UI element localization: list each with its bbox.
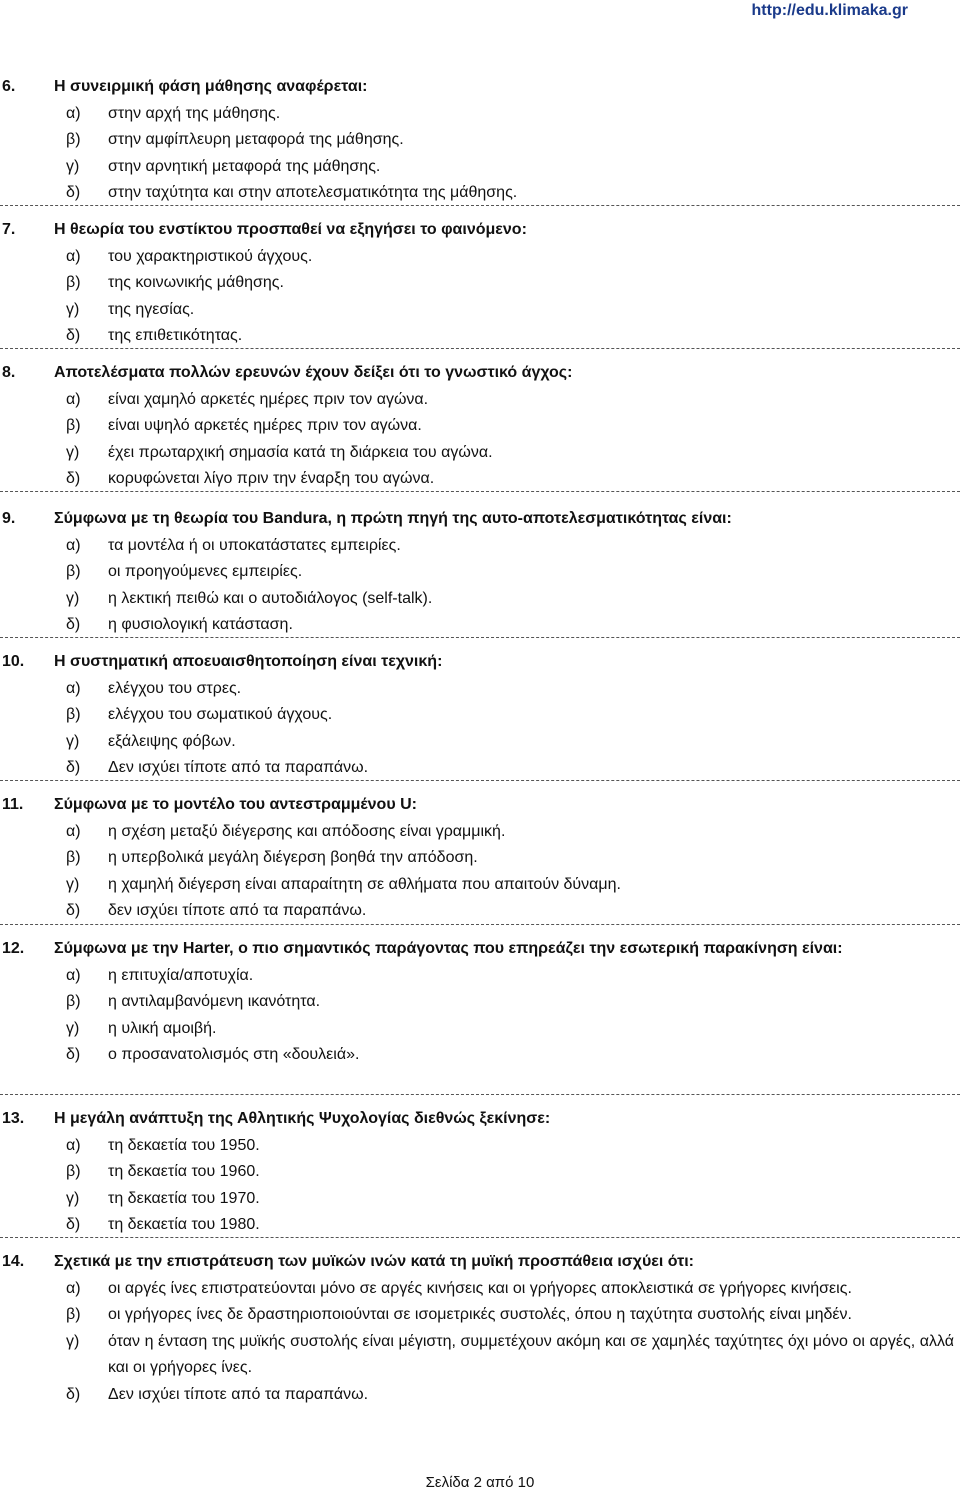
question-number: 8. bbox=[2, 364, 16, 381]
option-text: οι προηγούμενες εμπειρίες. bbox=[108, 563, 303, 581]
option-text: ελέγχου του σωματικού άγχους. bbox=[108, 706, 333, 724]
divider bbox=[0, 491, 960, 492]
question-text: Η συνειρμική φάση μάθησης αναφέρεται: bbox=[54, 78, 368, 95]
option-b bbox=[0, 270, 960, 297]
option-c bbox=[0, 154, 960, 181]
option-text: του χαρακτηριστικού άγχους. bbox=[108, 247, 313, 265]
option-letter: δ) bbox=[66, 1216, 81, 1234]
option-letter: δ) bbox=[66, 1385, 81, 1403]
option-letter: α) bbox=[66, 822, 81, 840]
question-11 bbox=[0, 792, 960, 925]
option-text: τη δεκαετία του 1960. bbox=[108, 1163, 260, 1181]
option-a bbox=[0, 533, 960, 560]
question-number: 12. bbox=[2, 940, 25, 957]
option-text: όταν η ένταση της μυϊκής συστολής είναι μέγιστη, συμμετέχουν ακόμη και σε χαμηλές ταχύτητες όχι μόνο οι αργές, αλλά και οι γρήγορες ίνες. bbox=[108, 1332, 954, 1377]
option-text: ελέγχου του στρες. bbox=[108, 679, 242, 697]
option-letter: γ) bbox=[66, 1189, 80, 1207]
question-number: 9. bbox=[2, 510, 16, 527]
question-text: Αποτελέσματα πολλών ερευνών έχουν δείξει ότι το γνωστικό άγχος: bbox=[54, 364, 573, 381]
option-text: τη δεκαετία του 1970. bbox=[108, 1189, 260, 1207]
option-c bbox=[0, 440, 960, 467]
option-a bbox=[0, 387, 960, 414]
option-letter: δ) bbox=[66, 1046, 81, 1064]
option-text: κορυφώνεται λίγο πριν την έναρξη του αγώνα. bbox=[108, 470, 435, 488]
question-7 bbox=[0, 217, 960, 350]
question-heading bbox=[0, 936, 960, 963]
question-heading bbox=[0, 217, 960, 244]
option-b bbox=[0, 559, 960, 586]
option-text: της επιθετικότητας. bbox=[108, 327, 243, 345]
option-text: έχει πρωταρχική σημασία κατά τη διάρκεια του αγώνα. bbox=[108, 443, 493, 461]
option-d bbox=[0, 1382, 960, 1409]
question-heading bbox=[0, 506, 960, 533]
question-heading bbox=[0, 1249, 960, 1276]
option-text: Δεν ισχύει τίποτε από τα παραπάνω. bbox=[108, 1385, 369, 1403]
question-text: Σχετικά με την επιστράτευση των μυϊκών ινών κατά τη μυϊκή προσπάθεια ισχύει ότι: bbox=[54, 1253, 694, 1270]
option-d bbox=[0, 612, 960, 639]
page-number: Σελίδα 2 από 10 bbox=[425, 1474, 535, 1491]
option-letter: β) bbox=[66, 563, 81, 581]
option-b bbox=[0, 702, 960, 729]
option-c bbox=[0, 1016, 960, 1043]
option-letter: γ) bbox=[66, 1019, 80, 1037]
option-b bbox=[0, 989, 960, 1016]
option-letter: β) bbox=[66, 1163, 81, 1181]
option-b bbox=[0, 1159, 960, 1186]
option-b bbox=[0, 1302, 960, 1329]
option-letter: β) bbox=[66, 1306, 81, 1324]
option-letter: α) bbox=[66, 1136, 81, 1154]
option-c bbox=[0, 1329, 960, 1382]
option-text: η χαμηλή διέγερση είναι απαραίτητη σε αθλήματα που απαιτούν δύναμη. bbox=[108, 875, 621, 893]
option-text: οι αργές ίνες επιστρατεύονται μόνο σε αργές κινήσεις και οι γρήγορες αποκλειστικά σε γρήγορες κινήσεις. bbox=[108, 1279, 852, 1297]
option-text: ο προσανατολισμός στη «δουλειά». bbox=[108, 1046, 360, 1064]
option-d bbox=[0, 466, 960, 493]
divider bbox=[0, 637, 960, 638]
option-text: Δεν ισχύει τίποτε από τα παραπάνω. bbox=[108, 759, 369, 777]
option-letter: β) bbox=[66, 993, 81, 1011]
question-text: Η συστηματική αποευαισθητοποίηση είναι τεχνική: bbox=[54, 653, 443, 670]
option-b bbox=[0, 845, 960, 872]
option-letter: γ) bbox=[66, 157, 80, 175]
option-text: στην αμφίπλευρη μεταφορά της μάθησης. bbox=[108, 131, 404, 149]
question-heading bbox=[0, 1106, 960, 1133]
option-letter: γ) bbox=[66, 1332, 80, 1350]
option-text: είναι χαμηλό αρκετές ημέρες πριν τον αγώνα. bbox=[108, 390, 429, 408]
option-letter: α) bbox=[66, 679, 81, 697]
option-a bbox=[0, 1133, 960, 1160]
option-c bbox=[0, 586, 960, 613]
option-text: τη δεκαετία του 1950. bbox=[108, 1136, 260, 1154]
option-letter: δ) bbox=[66, 470, 81, 488]
option-text: οι γρήγορες ίνες δε δραστηριοποιούνται σε ισομετρικές συστολές, όπου η ταχύτητα συστολής είναι μηδέν. bbox=[108, 1306, 852, 1324]
question-number: 10. bbox=[2, 653, 25, 670]
question-text: Σύμφωνα με τη θεωρία του Bandura, η πρώτη πηγή της αυτο-αποτελεσματικότητας είναι: bbox=[54, 510, 732, 527]
option-c bbox=[0, 872, 960, 899]
option-a bbox=[0, 101, 960, 128]
question-14 bbox=[0, 1249, 960, 1409]
option-d bbox=[0, 1042, 960, 1069]
option-text: της ηγεσίας. bbox=[108, 300, 195, 318]
option-text: στην αρχή της μάθησης. bbox=[108, 104, 281, 122]
question-9 bbox=[0, 506, 960, 639]
option-letter: β) bbox=[66, 849, 81, 867]
option-a bbox=[0, 819, 960, 846]
option-text: της κοινωνικής μάθησης. bbox=[108, 274, 284, 292]
question-8 bbox=[0, 360, 960, 493]
question-heading bbox=[0, 792, 960, 819]
option-letter: γ) bbox=[66, 732, 80, 750]
question-heading bbox=[0, 649, 960, 676]
option-a bbox=[0, 676, 960, 703]
option-text: είναι υψηλό αρκετές ημέρες πριν τον αγώνα. bbox=[108, 417, 422, 435]
option-letter: α) bbox=[66, 390, 81, 408]
option-letter: β) bbox=[66, 417, 81, 435]
option-letter: α) bbox=[66, 966, 81, 984]
option-letter: β) bbox=[66, 706, 81, 724]
question-number: 13. bbox=[2, 1110, 25, 1127]
option-text: η υπερβολικά μεγάλη διέγερση βοηθά την απόδοση. bbox=[108, 849, 478, 867]
option-d bbox=[0, 898, 960, 925]
divider bbox=[0, 780, 960, 781]
option-letter: δ) bbox=[66, 184, 81, 202]
option-text: εξάλειψης φόβων. bbox=[108, 732, 236, 750]
option-letter: γ) bbox=[66, 443, 80, 461]
question-text: Η θεωρία του ενστίκτου προσπαθεί να εξηγήσει το φαινόμενο: bbox=[54, 221, 527, 238]
question-text: Η μεγάλη ανάπτυξη της Αθλητικής Ψυχολογίας διεθνώς ξεκίνησε: bbox=[54, 1110, 551, 1127]
option-d bbox=[0, 180, 960, 207]
option-text: η αντιλαμβανόμενη ικανότητα. bbox=[108, 993, 321, 1011]
option-letter: δ) bbox=[66, 902, 81, 920]
site-link[interactable]: http://edu.klimaka.gr bbox=[751, 2, 908, 19]
option-b bbox=[0, 413, 960, 440]
option-text: η φυσιολογική κατάσταση. bbox=[108, 616, 293, 634]
option-d bbox=[0, 323, 960, 350]
option-text: η σχέση μεταξύ διέγερσης και απόδοσης είναι γραμμική. bbox=[108, 822, 506, 840]
option-text: η επιτυχία/αποτυχία. bbox=[108, 966, 254, 984]
option-text: η υλική αμοιβή. bbox=[108, 1019, 217, 1037]
option-c bbox=[0, 297, 960, 324]
question-number: 7. bbox=[2, 221, 16, 238]
question-text: Σύμφωνα με το μοντέλο του αντεστραμμένου U: bbox=[54, 796, 417, 813]
option-d bbox=[0, 1212, 960, 1239]
option-c bbox=[0, 1186, 960, 1213]
option-text: στην αρνητική μεταφορά της μάθησης. bbox=[108, 157, 381, 175]
divider bbox=[0, 924, 960, 925]
option-text: στην ταχύτητα και στην αποτελεσματικότητα της μάθησης. bbox=[108, 184, 518, 202]
option-letter: α) bbox=[66, 1279, 81, 1297]
option-letter: α) bbox=[66, 247, 81, 265]
option-a bbox=[0, 963, 960, 990]
option-letter: β) bbox=[66, 131, 81, 149]
question-12 bbox=[0, 936, 960, 1069]
option-c bbox=[0, 729, 960, 756]
option-a bbox=[0, 244, 960, 271]
question-heading bbox=[0, 360, 960, 387]
option-text: δεν ισχύει τίποτε από τα παραπάνω. bbox=[108, 902, 367, 920]
option-d bbox=[0, 755, 960, 782]
option-text: τα μοντέλα ή οι υποκατάστατες εμπειρίες. bbox=[108, 536, 401, 554]
divider bbox=[0, 348, 960, 349]
question-text: Σύμφωνα με την Harter, ο πιο σημαντικός παράγοντας που επηρεάζει την εσωτερική παρακίνηση είναι: bbox=[54, 940, 843, 957]
option-letter: γ) bbox=[66, 300, 80, 318]
option-text: τη δεκαετία του 1980. bbox=[108, 1216, 260, 1234]
option-letter: δ) bbox=[66, 616, 81, 634]
option-letter: γ) bbox=[66, 589, 80, 607]
divider bbox=[0, 205, 960, 206]
divider bbox=[0, 1237, 960, 1238]
option-letter: β) bbox=[66, 274, 81, 292]
question-number: 14. bbox=[2, 1253, 25, 1270]
divider bbox=[0, 1094, 960, 1095]
question-heading bbox=[0, 74, 960, 101]
option-letter: δ) bbox=[66, 759, 81, 777]
option-letter: γ) bbox=[66, 875, 80, 893]
question-number: 6. bbox=[2, 78, 16, 95]
option-letter: α) bbox=[66, 104, 81, 122]
option-b bbox=[0, 127, 960, 154]
option-a bbox=[0, 1276, 960, 1303]
question-6 bbox=[0, 74, 960, 207]
option-text: η λεκτική πειθώ και ο αυτοδιάλογος (self-talk). bbox=[108, 589, 433, 607]
question-number: 11. bbox=[2, 796, 24, 813]
question-13 bbox=[0, 1106, 960, 1239]
option-letter: α) bbox=[66, 536, 81, 554]
question-10 bbox=[0, 649, 960, 782]
option-letter: δ) bbox=[66, 327, 81, 345]
